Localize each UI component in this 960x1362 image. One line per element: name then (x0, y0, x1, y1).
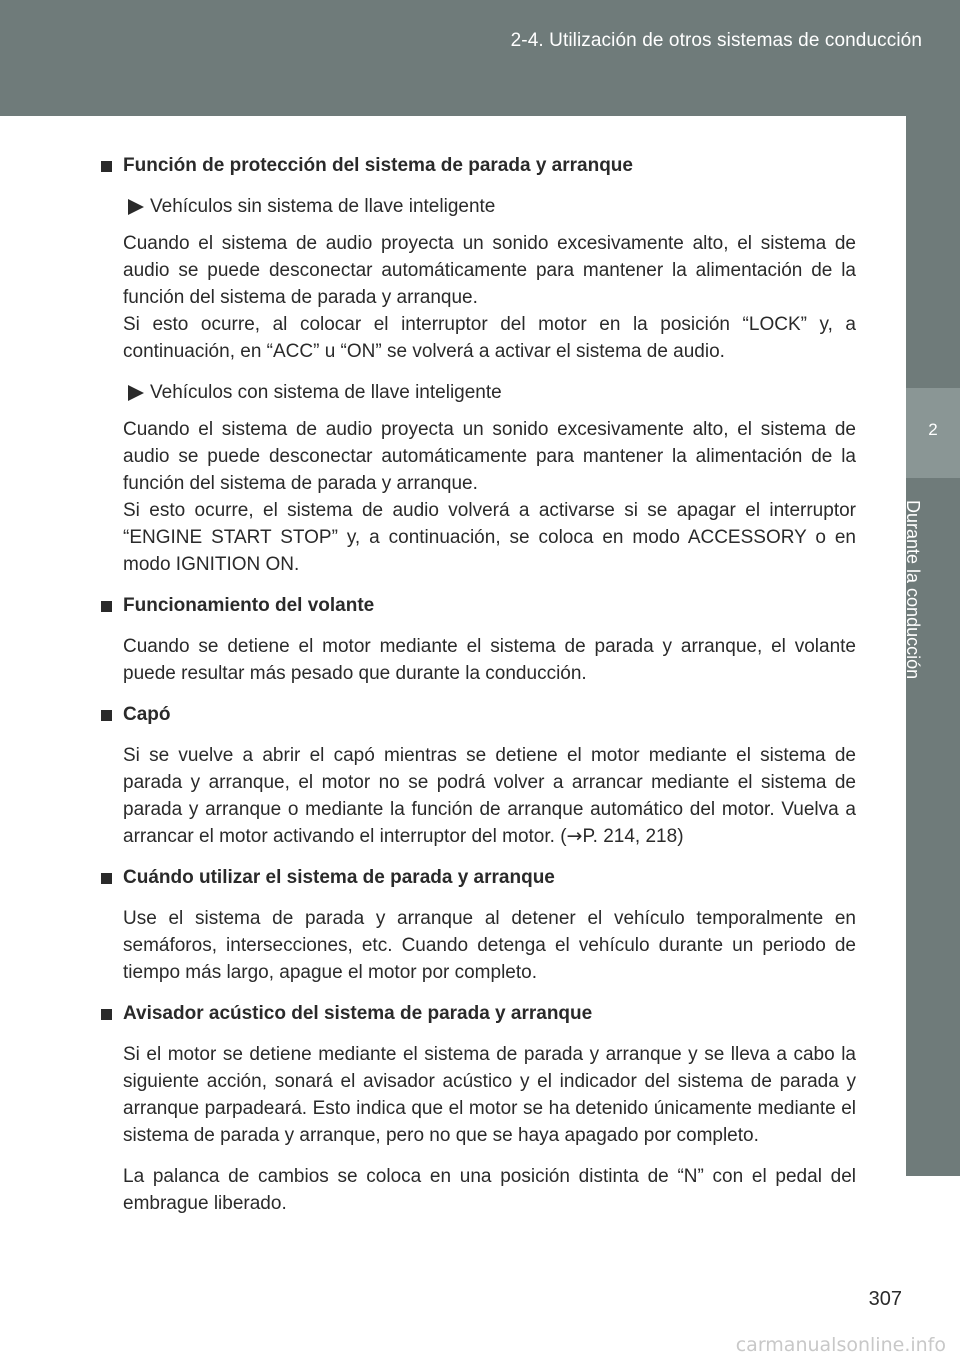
square-bullet-icon (101, 873, 112, 884)
subheading-without-smart-key (128, 193, 856, 220)
section-title-when-to-use (100, 864, 856, 891)
square-bullet-icon (101, 601, 112, 612)
paragraph: La palanca de cambios se coloca en una posición distinta de “N” con el pedal del embrague liberado. (123, 1166, 856, 1214)
section-title-text: Funcionamiento del volante (123, 595, 375, 616)
arrow-right-icon: → (566, 825, 583, 847)
square-bullet-icon (101, 161, 112, 172)
square-bullet-icon (101, 1009, 112, 1020)
paragraph: Cuando se detiene el motor mediante el sistema de parada y arranque, el volante puede resultar más pesado que durante la conducción. (123, 636, 856, 684)
paragraph: Cuando el sistema de audio proyecta un sonido excesivamente alto, el sistema de audio se puede desconectar automáticamente para mantener la alimentación de la función del sistema de parada y arranque. (123, 233, 856, 308)
section-title-text: Función de protección del sistema de parada y arranque (123, 155, 633, 176)
page-content (100, 152, 856, 1231)
section-title-buzzer (100, 1000, 856, 1027)
section-title-hood (100, 701, 856, 728)
section-title-steering (100, 592, 856, 619)
paragraph-text: Si se vuelve a abrir el capó mientras se detiene el motor mediante el sistema de parada y arranque, el motor no se podrá volver a arrancar mediante el sistema de parada y arranque o mediante la función de arranque automático del motor. Vuelva a arrancar el motor activando el interruptor del motor. ( (123, 745, 856, 847)
triangle-right-icon (128, 199, 144, 215)
page-reference: P. 214, 218) (582, 826, 684, 847)
paragraph: Use el sistema de parada y arranque al detener el vehículo temporalmente en semáforos, intersecciones, etc. Cuando detenga el vehículo durante un periodo de tiempo más largo, apague el motor por completo. (123, 908, 856, 983)
section-header-title: 2-4. Utilización de otros sistemas de conducción (510, 30, 922, 51)
section-title-text: Capó (123, 704, 171, 725)
section-title-protection (100, 152, 856, 179)
paragraph: Si el motor se detiene mediante el sistema de parada y arranque y se lleva a cabo la siguiente acción, sonará el avisador acústico y el indicador del sistema de parada y arranque parpadeará. Esto indica que el motor se ha detenido únicamente mediante el sistema de parada y arranque, pero no que se haya apagado por completo. (123, 1044, 856, 1146)
paragraph (123, 742, 856, 850)
triangle-right-icon (128, 385, 144, 401)
paragraph: Cuando el sistema de audio proyecta un sonido excesivamente alto, el sistema de audio se puede desconectar automáticamente para mantener la alimentación de la función del sistema de parada y arranque. (123, 419, 856, 494)
subheading-text: Vehículos sin sistema de llave inteligente (150, 196, 496, 217)
header-band (0, 0, 960, 116)
section-title-text: Cuándo utilizar el sistema de parada y arranque (123, 867, 555, 888)
chapter-label: Durante la conducción (903, 500, 923, 680)
watermark: carmanualsonline.info (735, 1334, 946, 1356)
paragraph: Si esto ocurre, al colocar el interruptor del motor en la posición “LOCK” y, a continuación, en “ACC” u “ON” se volverá a activar el sistema de audio. (123, 314, 856, 362)
section-title-text: Avisador acústico del sistema de parada y arranque (123, 1003, 593, 1024)
subheading-with-smart-key (128, 379, 856, 406)
chapter-number: 2 (928, 420, 938, 439)
paragraph: Si esto ocurre, el sistema de audio volverá a activarse si se apagar el interruptor “ENGINE START STOP” y, a continuación, se coloca en modo ACCESSORY o en modo IGNITION ON. (123, 500, 856, 575)
square-bullet-icon (101, 710, 112, 721)
page-number: 307 (868, 1288, 902, 1310)
subheading-text: Vehículos con sistema de llave inteligente (150, 382, 502, 403)
